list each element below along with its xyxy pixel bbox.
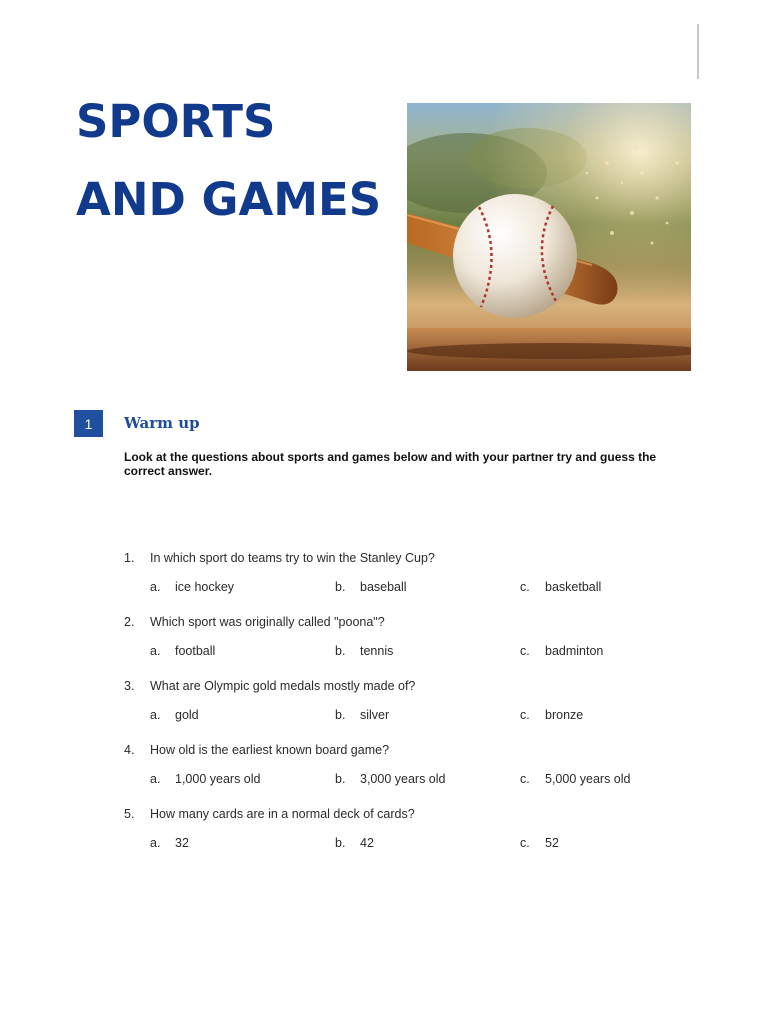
option-text: 5,000 years old (545, 772, 631, 786)
option-text: 52 (545, 836, 559, 850)
option-text: baseball (360, 580, 407, 594)
option-letter: c. (520, 772, 530, 786)
option-letter: a. (150, 644, 161, 658)
option-text: tennis (360, 644, 394, 658)
option-letter: a. (150, 772, 161, 786)
option-text: 42 (360, 836, 374, 850)
question-text: What are Olympic gold medals mostly made of? (150, 679, 416, 693)
option-letter: b. (335, 836, 346, 850)
title-line-1: SPORTS (76, 95, 276, 148)
option-text: 1,000 years old (175, 772, 261, 786)
option-text: gold (175, 708, 199, 722)
option-letter: b. (335, 580, 346, 594)
option-text: bronze (545, 708, 584, 722)
option-text: 3,000 years old (360, 772, 446, 786)
option-letter: b. (335, 772, 346, 786)
question-number: 1. (124, 551, 135, 565)
option-letter: c. (520, 644, 530, 658)
option-letter: a. (150, 836, 161, 850)
option-letter: a. (150, 708, 161, 722)
question-4 (124, 743, 714, 791)
option-text: badminton (545, 644, 604, 658)
question-number: 5. (124, 807, 135, 821)
question-2 (124, 615, 714, 663)
section-number-badge: 1 (74, 410, 103, 437)
option-text: basketball (545, 580, 602, 594)
question-number: 3. (124, 679, 135, 693)
option-text: 32 (175, 836, 189, 850)
option-text: ice hockey (175, 580, 235, 594)
section-title: Warm up (124, 414, 200, 432)
baseball-photo (407, 103, 691, 371)
instructions-text: Look at the questions about sports and games below and with your partner try and guess the correct answer. (124, 450, 657, 478)
question-number: 4. (124, 743, 135, 757)
question-number: 2. (124, 615, 135, 629)
option-letter: c. (520, 708, 530, 722)
option-letter: c. (520, 836, 530, 850)
question-3 (124, 679, 714, 727)
option-text: silver (360, 708, 390, 722)
question-5 (124, 807, 714, 855)
question-text: In which sport do teams try to win the Stanley Cup? (150, 551, 435, 565)
question-text: How old is the earliest known board game? (150, 743, 390, 757)
question-text: Which sport was originally called "poona"? (150, 615, 385, 629)
option-letter: a. (150, 580, 161, 594)
page-edge-rule (697, 24, 699, 79)
title-line-2: AND GAMES (76, 173, 382, 226)
option-letter: b. (335, 644, 346, 658)
question-1 (124, 551, 714, 599)
question-text: How many cards are in a normal deck of cards? (150, 807, 415, 821)
option-letter: b. (335, 708, 346, 722)
option-text: football (175, 644, 216, 658)
option-letter: c. (520, 580, 530, 594)
